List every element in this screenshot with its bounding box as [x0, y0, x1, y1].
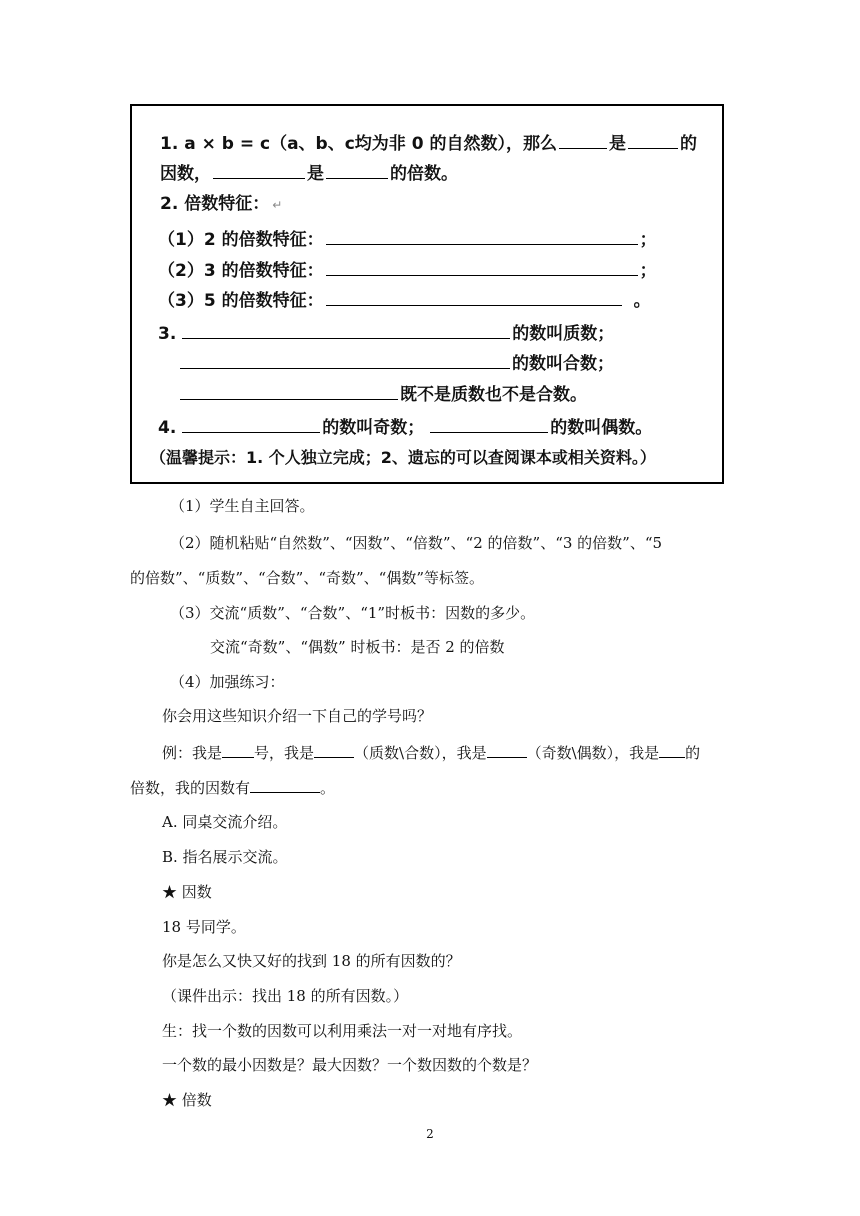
example-line-2: 倍数，我的因数有 。: [130, 779, 336, 797]
blank[interactable]: [430, 416, 548, 433]
paragraph: （2）随机粘贴“自然数”、“因数”、“倍数”、“2 的倍数”、“3 的倍数”、“5: [170, 534, 663, 552]
paragraph: 你是怎么又快又好的找到 18 的所有因数的？: [162, 952, 461, 970]
blank[interactable]: [314, 742, 354, 758]
paragraph: 生：找一个数的因数可以利用乘法一对一对地有序找。: [162, 1022, 523, 1040]
box-line-8: 的数叫合数；: [178, 352, 614, 374]
box-line-5: （2）3 的倍数特征： ；: [158, 261, 657, 281]
blank[interactable]: [326, 162, 388, 179]
blank[interactable]: [628, 132, 678, 149]
paragraph: 的倍数”、“质数”、“合数”、“奇数”、“偶数”等标签。: [130, 569, 485, 587]
return-mark-icon: ↵: [272, 198, 283, 212]
section-heading: ★ 倍数: [162, 1091, 212, 1109]
blank[interactable]: [222, 742, 254, 758]
paragraph: （3）交流“质数”、“合数”、“1”时板书：因数的多少。: [170, 604, 536, 622]
box-line-7: 3. 的数叫质数；: [158, 324, 615, 344]
box-line-6: （3）5 的倍数特征： 。: [158, 291, 651, 311]
blank[interactable]: [182, 416, 320, 433]
box-line-3: 2. 倍数特征： ↵: [160, 194, 283, 214]
blank[interactable]: [182, 322, 510, 339]
paragraph: 一个数的最小因数是？最大因数？一个数因数的个数是？: [162, 1056, 538, 1074]
paragraph: 18 号同学。: [162, 918, 246, 936]
box-line-9: 既不是质数也不是合数。: [178, 383, 587, 405]
blank[interactable]: [487, 742, 527, 758]
blank[interactable]: [250, 777, 320, 793]
box-line-2: 因数， 是 的倍数。: [160, 164, 458, 184]
blank[interactable]: [326, 228, 638, 245]
paragraph: （课件出示：找出 18 的所有因数。）: [162, 987, 409, 1005]
blank[interactable]: [180, 352, 510, 369]
example-line: 例：我是 号，我是 （质数\合数），我是 （奇数\偶数），我是 的: [162, 744, 701, 762]
paragraph: （4）加强练习：: [170, 673, 285, 691]
page-number: 2: [426, 1127, 434, 1141]
paragraph: A. 同桌交流介绍。: [162, 813, 288, 831]
paragraph: 你会用这些知识介绍一下自己的学号吗？: [162, 707, 433, 725]
paragraph: 交流“奇数”、“偶数” 时板书：是否 2 的倍数: [210, 638, 505, 656]
box-line-4: （1）2 的倍数特征： ；: [158, 230, 657, 250]
blank[interactable]: [180, 383, 398, 400]
paragraph: B. 指名展示交流。: [162, 848, 288, 866]
blank[interactable]: [659, 742, 685, 758]
blank[interactable]: [326, 289, 622, 306]
box-hint: （温馨提示：1. 个人独立完成；2、遗忘的可以查阅课本或相关资料。）: [150, 448, 656, 467]
blank[interactable]: [326, 259, 638, 276]
box-line-10: 4. 的数叫奇数； 的数叫偶数。: [158, 418, 653, 438]
box-line-1: 1. a × b = c（a、b、c均为非 0 的自然数），那么 是 的: [160, 134, 697, 154]
blank[interactable]: [213, 162, 305, 179]
section-heading: ★ 因数: [162, 883, 212, 901]
blank[interactable]: [559, 132, 607, 149]
paragraph: （1）学生自主回答。: [170, 497, 315, 515]
